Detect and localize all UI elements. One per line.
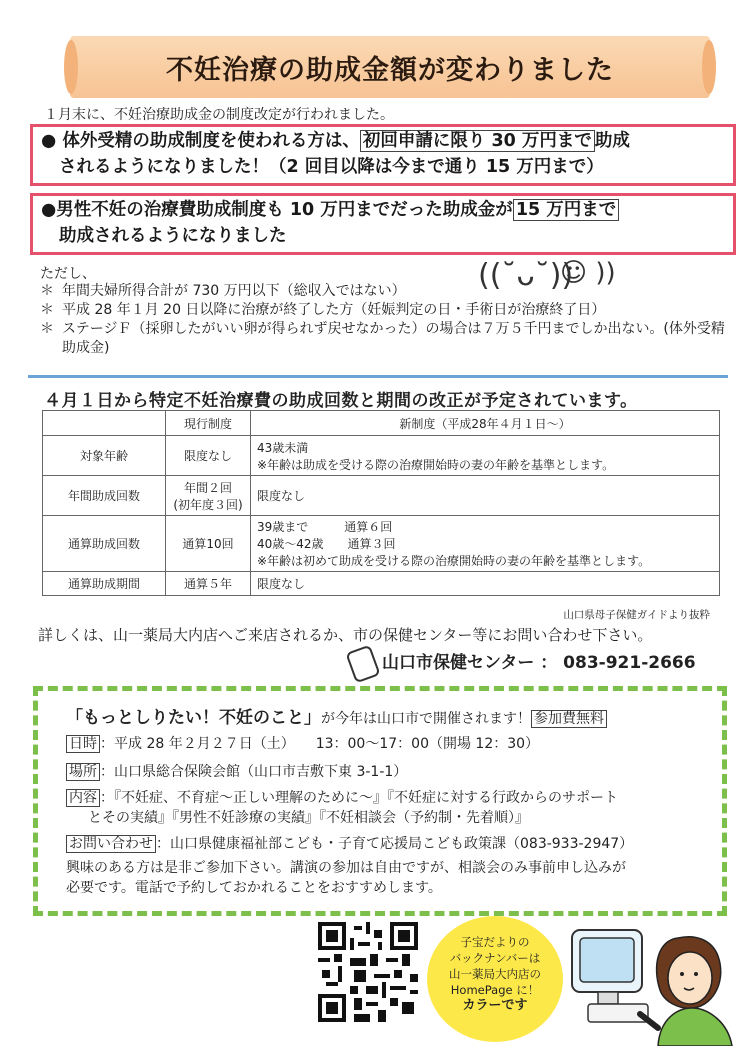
- health-center-contact: 山口市保健センター ： 083-921-2666: [382, 653, 696, 673]
- highlight-box-male: [30, 193, 736, 255]
- list-item: ＊ ステージＦ（採卵したがいい卵が得られず戻せなかった）の場合は７万５千円までしか出ない。(体外受精助成金): [40, 321, 725, 356]
- page-title: 不妊治療の助成金額が変わりました: [166, 55, 614, 86]
- notes-lead: ただし、: [40, 266, 96, 282]
- notes-list: [40, 282, 730, 358]
- boxed-amount: 初回申請に限り 30 万円まで: [360, 130, 595, 152]
- title-banner: [70, 36, 710, 98]
- highlight-ivf-line2: されるようになりました！（2 回目以降は今まで通り 15 万円まで）: [59, 157, 604, 177]
- table-row: 対象年齢 限度なし 43歳未満 ※年齢は助成を受ける際の治療開始時の妻の年齢を基準とします。: [43, 436, 720, 476]
- event-box: [33, 686, 727, 916]
- details-text: 詳しくは、山一薬局大内店へご来店されるか、市の保健センター等にお問い合わせ下さい。: [38, 626, 653, 644]
- intro-text: １月末に、不妊治療助成金の制度改定が行われました。: [44, 107, 394, 123]
- list-item: ＊ 年間夫婦所得合計が 730 万円以下（総収入ではない）: [40, 283, 406, 299]
- boxed-amount: 15 万円まで: [513, 199, 619, 221]
- highlight-male-line1: ●男性不妊の治療費助成制度も 10 万円までだった助成金が 15 万円まで: [41, 197, 619, 224]
- event-title: 「もっとしりたい！不妊のこと」: [66, 708, 321, 728]
- highlight-box-ivf: [30, 124, 736, 186]
- section-divider: [28, 375, 728, 378]
- header-new: 新制度（平成28年４月１日〜）: [251, 411, 720, 436]
- highlight-ivf-line1: ● 体外受精の助成制度を使われる方は、 初回申請に限り 30 万円まで 助成: [41, 131, 630, 151]
- list-item: ＊ 平成 28 年１月 20 日以降に治療が終了した方（妊娠判定の日・手術日が治療終了日）: [40, 302, 606, 318]
- header-current: 現行制度: [166, 411, 251, 436]
- event-note-2: 必要です。電話で予約しておかれることをおすすめします。: [66, 880, 442, 896]
- table-header-row: [43, 411, 720, 436]
- event-place: 場所 ：山口県総合保険会館（山口市吉敷下東 3-1-1）: [66, 761, 407, 781]
- schedule-title: ４月１日から特定不妊治療費の助成回数と期間の改正が予定されています。: [44, 391, 638, 411]
- table-row: 通算助成期間 通算５年 限度なし: [43, 572, 720, 596]
- person-computer-illustration: [568, 918, 738, 1046]
- qr-code-icon[interactable]: [318, 922, 418, 1022]
- source-credit: 山口県母子保健ガイドより抜粋: [563, 609, 710, 621]
- event-note-1: 興味のある方は是非ご参加下さい。講演の参加は自由ですが、相談会のみ事前申し込みが: [66, 860, 626, 876]
- event-content-cont: とその実績』『男性不妊診療の実績』『不妊相談会（予約制・先着順）』: [88, 810, 529, 826]
- phone-icon: [345, 645, 380, 684]
- event-contact: お問い合わせ ：山口県健康福祉部こども・子育て応援局こども政策課（083-933-2947）: [66, 833, 633, 853]
- backnumber-bubble: 子宝だよりの バックナンバーは 山一薬局大内店の HomePage に！ カラーです: [427, 916, 563, 1042]
- table-row: 通算助成回数 通算10回 39歳まで 通算６回 40歳〜42歳 通算３回 ※年齢は初めて助成を受ける際の治療開始時の妻の年齢を基準とします。: [43, 516, 720, 572]
- smiley-face-icon: ☺ )): [560, 258, 616, 288]
- table-row: 年間助成回数 年間２回 (初年度３回) 限度なし: [43, 476, 720, 516]
- highlight-male-line2: 助成されるようになりました: [59, 226, 287, 246]
- phone-number: 083-921-2666: [563, 653, 696, 673]
- free-tag: 参加費無料: [531, 710, 607, 728]
- smiley-face-icon: ((˘ᴗ˘)): [478, 258, 574, 293]
- event-content: 内容 ：『不妊症、不育症〜正しい理解のために〜』『不妊症に対する行政からのサポート: [66, 787, 618, 807]
- schedule-table: [42, 410, 720, 596]
- event-title-line: 「もっとしりたい！不妊のこと」が今年は山口市で開催されます！ 参加費無料: [66, 703, 607, 728]
- event-date: 日時 ：平成 28 年２月２７日（土） 13：00〜17：00（開場 12：30）: [66, 733, 539, 753]
